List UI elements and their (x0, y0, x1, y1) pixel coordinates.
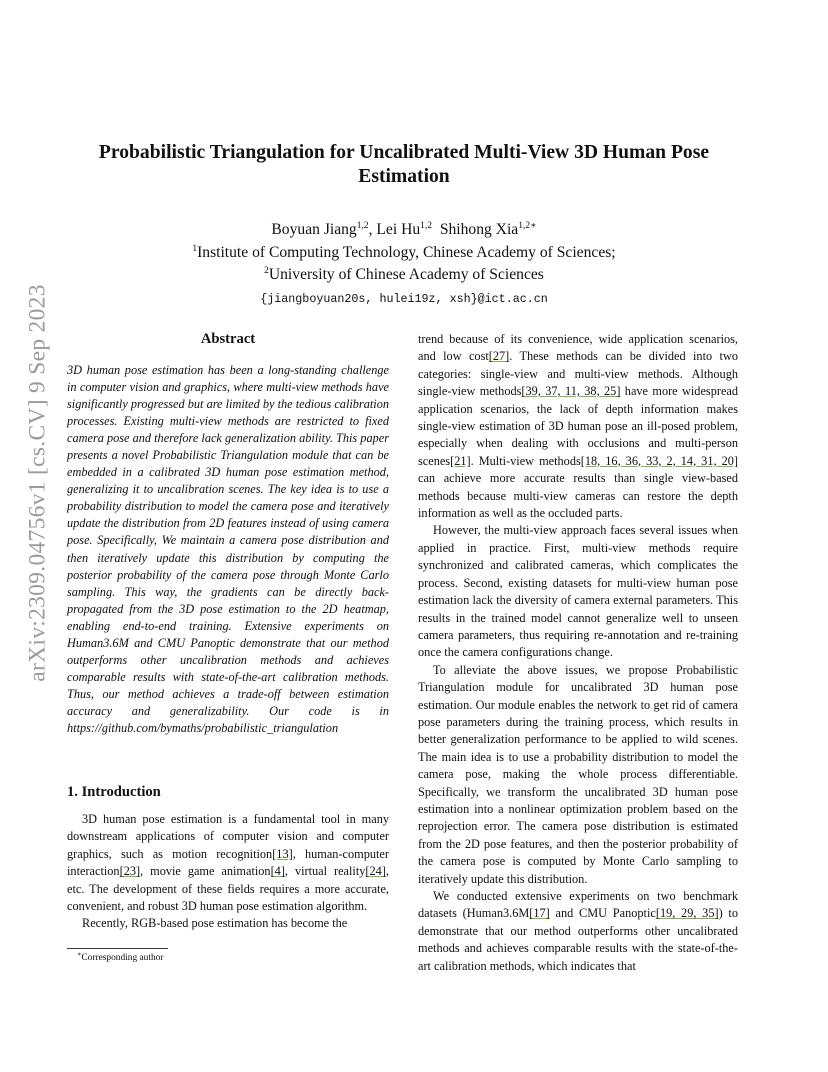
author-names: Boyuan Jiang$^{1,2}$, Lei Hu$^{1,2}$ Shihong Xia$^{1,2∗}$ (271, 220, 537, 238)
introduction-heading: 1. Introduction (67, 784, 161, 800)
title-line-2: Estimation (358, 166, 450, 187)
author-2: Lei Hu (376, 221, 421, 238)
citation-link[interactable]: [17] (529, 906, 550, 921)
footnote-rule (67, 948, 168, 949)
paper-title (70, 141, 738, 189)
footnote-text: Corresponding author (81, 953, 164, 963)
affiliation-2-text: University of Chinese Academy of Sciences (268, 266, 544, 283)
footnote (77, 950, 164, 963)
author-block (70, 219, 738, 310)
abstract-heading: Abstract (200, 331, 256, 347)
citation-link[interactable]: [23] (119, 864, 141, 879)
introduction-right-column (418, 331, 738, 975)
author-emails: {jiangboyuan20s, hulei19z, xsh}@ict.ac.cn (260, 291, 548, 306)
author-1-affiliation: 1,2 (356, 220, 369, 231)
footnote-mark: ∗ (77, 950, 82, 958)
intro-paragraph-2-cont: trend because of its convenience, wide application scenarios, and low cost[27]. These methods can be divided into two categories: single-view and multi-view methods. Although single-view methods[39, 37, 11, 38, 25] have more widespread application scenarios, the lack of depth information makes single-view estimation of 3D human pose an ill-posed problem, especially when dealing with occlusions and multi-person scenes[21]. Multi-view methods[18, 16, 36, 33, 2, 14, 31, 20] can achieve more accurate results than single view-based methods because multi-view cameras can restore the depth information as well as the occluded parts. (418, 332, 739, 521)
affiliation-2-mark: 2 (264, 265, 269, 276)
citation-link[interactable]: [39, 37, 11, 38, 25] (521, 384, 621, 399)
intro-paragraph-1: 3D human pose estimation is a fundamental tool in many downstream applications of computer vision and computer graphics, such as motion recognition[13], human-computer interaction[23], movie game animation[4], virtual reality[24], etc. The development of these fields requires a more accurate, convenient, and robust 3D human pose estimation algorithm. (67, 812, 389, 914)
intro-paragraph-2-start: Recently, RGB-based pose estimation has become the (82, 916, 348, 931)
citation-link[interactable]: [18, 16, 36, 33, 2, 14, 31, 20] (580, 453, 738, 468)
citation-link[interactable]: [19, 29, 35] (655, 906, 719, 921)
author-1: Boyuan Jiang (271, 221, 357, 238)
citation-link[interactable]: [24] (365, 864, 386, 879)
affiliation-1-text: Institute of Computing Technology, Chinese Academy of Sciences; (197, 243, 616, 261)
citation-link[interactable]: [13] (272, 846, 293, 861)
introduction-left-column (67, 811, 389, 933)
intro-paragraph-5: We conducted extensive experiments on two benchmark datasets (Human3.6M[17] and CMU Panoptic[19, 29, 35]) to demonstrate that our method outperforms other uncalibrated methods and achieves comparable results with the state-of-the-art calibration methods, which indicates that (418, 889, 738, 973)
affiliation-2 (70, 264, 738, 287)
title-line-1: Probabilistic Triangulation for Uncalibrated Multi-View 3D Human Pose (98, 142, 710, 163)
author-3: Shihong Xia (439, 221, 519, 238)
affiliation-1-mark: 1 (192, 243, 198, 254)
intro-paragraph-3: However, the multi-view approach faces several issues when applied in practice. First, multi-view methods require synchronized and calibrated cameras, which complicates the process. Second, existing datasets for multi-view human pose estimation lack the diversity of camera external parameters. This results in the trained model cannot generalize well to unseen camera parameters, thus requiring re-annotation and re-training once the camera configurations change. (418, 523, 738, 660)
author-2-affiliation: 1,2 (420, 220, 433, 231)
citation-link[interactable]: [21] (450, 453, 471, 468)
intro-paragraph-4: To alleviate the above issues, we propose Probabilistic Triangulation module for uncalibrated 3D human pose estimation. Our module enables the network to get rid of camera pose parameters during the training process, which results in better generalization performance to be applied to wild scenes. The main idea is to use a probability distribution to model the camera pose, making the whole process differentiable. Specifically, we transform the uncalibrated 3D human pose estimation into a nonlinear optimization problem based on the reprojection error. The camera pose distribution is estimated from the 2D pose features, and then the posterior probability of the camera pose is computed by Monte Carlo sampling to iteratively update this distribution. (418, 662, 738, 886)
author-3-affiliation: 1,2∗ (518, 220, 537, 231)
arxiv-identifier: arXiv:2309.04756v1 [cs.CV] 9 Sep 2023 (24, 284, 51, 682)
citation-link[interactable]: [27] (488, 349, 510, 364)
abstract-text: 3D human pose estimation has been a long-standing challenge in computer vision and graphics, where multi-view methods have significantly progressed but are limited by the tedious calibration processes. Existing multi-view methods are restricted to fixed camera pose and therefore lack generalization ability. This paper presents a novel Probabilistic Triangulation module that can be embedded in a calibrated 3D human pose estimation method, generalizing it to uncalibration scenes. The key idea is to use a probability distribution to model the camera pose and iteratively update the distribution from 2D features instead of using camera pose. Specifically, We maintain a camera pose distribution and then iteratively update this distribution by computing the posterior probability of the camera pose through Monte Carlo sampling. This way, the gradients can be directly back-propagated from the 3D pose estimation to the 2D heatmap, enabling end-to-end training. Extensive experiments on Human3.6M and CMU Panoptic demonstrate that our method outperforms other uncalibration methods and achieves comparable results with state-of-the-art calibration methods. Thus, our method achieves a trade-off between estimation accuracy and generalizability. Our code is in https://github.com/bymaths/probabilistic_triangulation (67, 363, 389, 735)
affiliation-1 (70, 242, 738, 265)
citation-link[interactable]: [4] (270, 864, 285, 879)
